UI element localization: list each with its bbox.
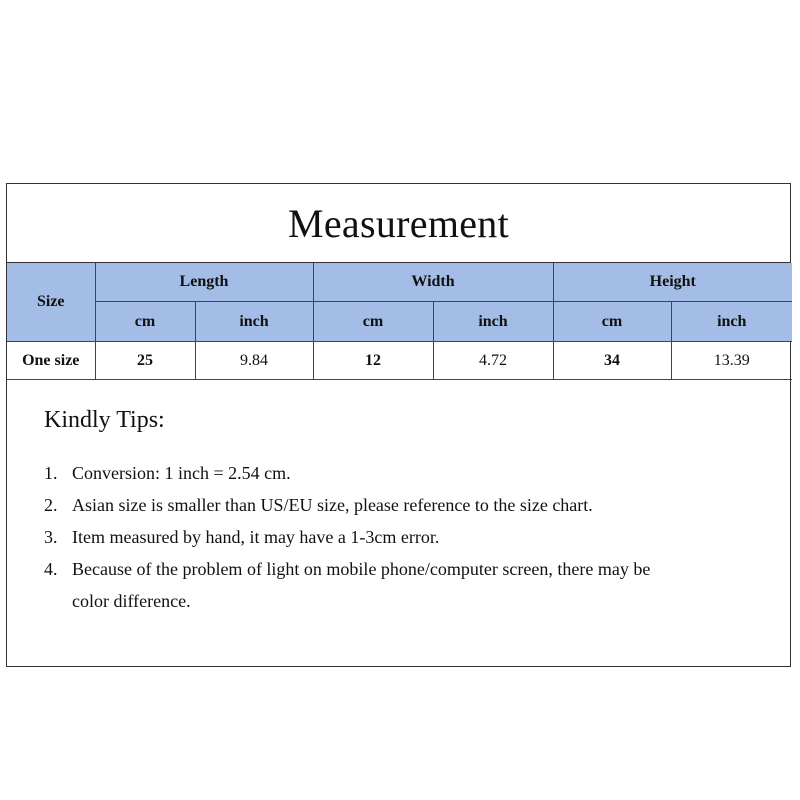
width-header-cell: Width <box>313 263 553 302</box>
size-chart <box>6 183 791 667</box>
tip-number: 2. <box>44 494 58 515</box>
tips-section <box>7 380 790 617</box>
length-cm-header: cm <box>95 302 195 342</box>
size-header-cell: Size <box>7 263 95 342</box>
table-row <box>7 342 792 380</box>
tip-number: 4. <box>44 558 58 579</box>
list-item <box>44 489 790 521</box>
tip-text: Conversion: 1 inch = 2.54 cm. <box>72 462 291 483</box>
list-item <box>44 553 790 617</box>
size-cell: One size <box>7 342 95 380</box>
height-inch-header: inch <box>671 302 792 342</box>
length-inch-cell: 9.84 <box>195 342 313 380</box>
length-inch-header: inch <box>195 302 313 342</box>
width-cm-header: cm <box>313 302 433 342</box>
height-cm-header: cm <box>553 302 671 342</box>
width-inch-cell: 4.72 <box>433 342 553 380</box>
size-table <box>7 263 792 380</box>
table-header-row <box>7 263 792 302</box>
table-unit-row <box>7 302 792 342</box>
list-item <box>44 521 790 553</box>
tips-title: Kindly Tips: <box>44 407 165 433</box>
tip-text: Because of the problem of light on mobile phone/computer screen, there may be color difference. <box>72 558 651 611</box>
page-title: Measurement <box>288 201 509 246</box>
width-cm-cell: 12 <box>313 342 433 380</box>
title-bar <box>7 184 790 263</box>
list-item <box>44 457 790 489</box>
height-inch-cell: 13.39 <box>671 342 792 380</box>
tip-text: Asian size is smaller than US/EU size, please reference to the size chart. <box>72 494 593 515</box>
height-cm-cell: 34 <box>553 342 671 380</box>
tip-text: Item measured by hand, it may have a 1-3cm error. <box>72 526 440 547</box>
length-cm-cell: 25 <box>95 342 195 380</box>
width-inch-header: inch <box>433 302 553 342</box>
tips-list <box>44 457 790 617</box>
tip-number: 3. <box>44 526 58 547</box>
length-header-cell: Length <box>95 263 313 302</box>
height-header-cell: Height <box>553 263 792 302</box>
tip-number: 1. <box>44 462 58 483</box>
